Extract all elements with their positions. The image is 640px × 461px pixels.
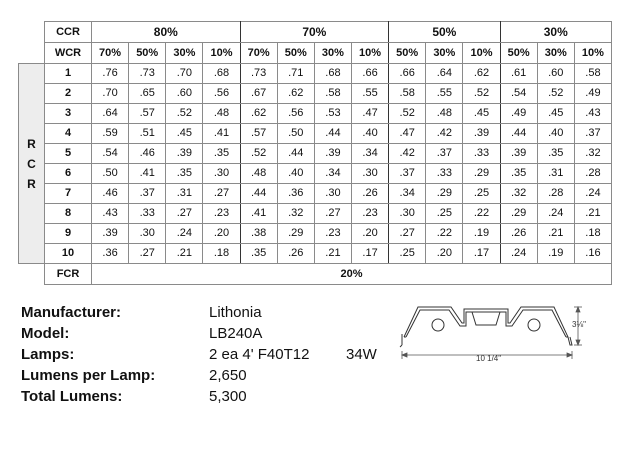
ccr-label: CCR: [45, 22, 92, 43]
center-channel: [472, 312, 500, 325]
cu-value-cell: .46: [92, 184, 129, 204]
cu-value-cell: .17: [351, 244, 388, 264]
cu-value-cell: .36: [92, 244, 129, 264]
cu-value-cell: .67: [240, 84, 277, 104]
cu-value-cell: .59: [92, 124, 129, 144]
cu-value-cell: .39: [314, 144, 351, 164]
cu-value-cell: .27: [314, 204, 351, 224]
wcr-label: WCR: [45, 43, 92, 64]
cu-value-cell: .25: [463, 184, 500, 204]
cu-value-cell: .30: [351, 164, 388, 184]
cu-value-cell: .50: [277, 124, 314, 144]
wcr-column-header: 70%: [240, 43, 277, 64]
cu-value-cell: .33: [426, 164, 463, 184]
cu-value-cell: .76: [92, 64, 129, 84]
cu-value-cell: .19: [537, 244, 574, 264]
cu-value-cell: .30: [314, 184, 351, 204]
cu-table: [18, 21, 612, 285]
cu-value-cell: .27: [166, 204, 203, 224]
cu-value-cell: .38: [240, 224, 277, 244]
cu-value-cell: .48: [203, 104, 240, 124]
corner-blank: [19, 43, 45, 64]
cu-value-cell: .39: [92, 224, 129, 244]
cu-value-cell: .47: [351, 104, 388, 124]
corner-blank: [19, 264, 45, 285]
cu-value-cell: .52: [240, 144, 277, 164]
cu-value-cell: .47: [389, 124, 426, 144]
wcr-column-header: 10%: [463, 43, 500, 64]
cu-value-cell: .32: [574, 144, 611, 164]
fixture-outline: [404, 307, 572, 345]
cu-value-cell: .57: [129, 104, 166, 124]
cu-value-cell: .71: [277, 64, 314, 84]
lamp-right: [528, 319, 540, 331]
spec-value: LB240A: [209, 325, 263, 342]
cu-value-cell: .32: [277, 204, 314, 224]
cu-value-cell: .28: [574, 164, 611, 184]
cu-value-cell: .37: [129, 184, 166, 204]
wcr-column-header: 30%: [314, 43, 351, 64]
cu-value-cell: .40: [537, 124, 574, 144]
cu-value-cell: .54: [92, 144, 129, 164]
cu-value-cell: .49: [500, 104, 537, 124]
cu-value-cell: .29: [277, 224, 314, 244]
cu-value-cell: .19: [463, 224, 500, 244]
cu-value-cell: .21: [574, 204, 611, 224]
cu-value-cell: .39: [500, 144, 537, 164]
cu-value-cell: .26: [277, 244, 314, 264]
wcr-column-header: 50%: [277, 43, 314, 64]
cu-value-cell: .44: [500, 124, 537, 144]
wcr-column-header: 30%: [166, 43, 203, 64]
cu-value-cell: .62: [240, 104, 277, 124]
cu-value-cell: .68: [314, 64, 351, 84]
spec-wattage: 34W: [346, 346, 377, 363]
cu-value-cell: .18: [203, 244, 240, 264]
cu-value-cell: .44: [314, 124, 351, 144]
cu-value-cell: .20: [351, 224, 388, 244]
cu-value-cell: .30: [203, 164, 240, 184]
table-row: [19, 64, 612, 84]
cu-value-cell: .16: [574, 244, 611, 264]
rcr-row-number: 5: [45, 144, 92, 164]
cu-value-cell: .23: [203, 204, 240, 224]
ccr-group-header: 80%: [92, 22, 241, 43]
cu-value-cell: .44: [240, 184, 277, 204]
cu-value-cell: .24: [537, 204, 574, 224]
spec-label: Manufacturer:: [21, 304, 122, 321]
cu-value-cell: .22: [426, 224, 463, 244]
rcr-row-number: 2: [45, 84, 92, 104]
cu-value-cell: .26: [351, 184, 388, 204]
cu-value-cell: .40: [351, 124, 388, 144]
cu-value-cell: .27: [389, 224, 426, 244]
wcr-column-header: 70%: [92, 43, 129, 64]
wcr-column-header: 30%: [537, 43, 574, 64]
cu-value-cell: .21: [314, 244, 351, 264]
rcr-row-number: 7: [45, 184, 92, 204]
cu-value-cell: .53: [314, 104, 351, 124]
cu-value-cell: .41: [240, 204, 277, 224]
wcr-header-row: [19, 43, 612, 64]
table-row: [19, 224, 612, 244]
wcr-column-header: 30%: [426, 43, 463, 64]
cu-value-cell: .35: [537, 144, 574, 164]
ccr-group-header: 30%: [500, 22, 611, 43]
width-dimension-label: 10 1/4": [476, 354, 502, 363]
cu-value-cell: .50: [92, 164, 129, 184]
cu-value-cell: .68: [203, 64, 240, 84]
cu-value-cell: .55: [351, 84, 388, 104]
spec-label: Model:: [21, 325, 70, 342]
height-dimension-label: 3⅛": [572, 320, 586, 329]
cu-value-cell: .21: [537, 224, 574, 244]
ccr-group-header: 50%: [389, 22, 500, 43]
cu-value-cell: .70: [166, 64, 203, 84]
cu-value-cell: .35: [166, 164, 203, 184]
cu-value-cell: .29: [500, 204, 537, 224]
cu-value-cell: .60: [166, 84, 203, 104]
ccr-group-header: 70%: [240, 22, 389, 43]
cu-value-cell: .25: [426, 204, 463, 224]
fcr-label: FCR: [45, 264, 92, 285]
cu-value-cell: .62: [277, 84, 314, 104]
rcr-label-text: RCR: [27, 136, 36, 191]
cu-value-cell: .34: [314, 164, 351, 184]
cu-value-cell: .39: [166, 144, 203, 164]
table-row: [19, 244, 612, 264]
cu-value-cell: .27: [129, 244, 166, 264]
rcr-vertical-label: [19, 64, 45, 264]
cu-value-cell: .23: [314, 224, 351, 244]
cu-value-cell: .43: [92, 204, 129, 224]
wcr-column-header: 50%: [500, 43, 537, 64]
cu-value-cell: .42: [426, 124, 463, 144]
cu-value-cell: .70: [92, 84, 129, 104]
cu-value-cell: .20: [203, 224, 240, 244]
cu-value-cell: .33: [463, 144, 500, 164]
cu-value-cell: .31: [166, 184, 203, 204]
wcr-column-header: 10%: [574, 43, 611, 64]
cu-value-cell: .48: [426, 104, 463, 124]
cu-value-cell: .42: [389, 144, 426, 164]
cu-value-cell: .58: [314, 84, 351, 104]
cu-value-cell: .46: [129, 144, 166, 164]
cu-value-cell: .26: [500, 224, 537, 244]
rcr-row-number: 8: [45, 204, 92, 224]
cu-value-cell: .52: [389, 104, 426, 124]
cu-value-cell: .31: [537, 164, 574, 184]
rcr-row-number: 1: [45, 64, 92, 84]
cu-value-cell: .57: [240, 124, 277, 144]
cu-value-cell: .51: [129, 124, 166, 144]
cu-value-cell: .36: [277, 184, 314, 204]
cu-value-cell: .37: [426, 144, 463, 164]
cu-value-cell: .17: [463, 244, 500, 264]
cu-value-cell: .64: [426, 64, 463, 84]
cu-value-cell: .52: [166, 104, 203, 124]
cu-value-cell: .58: [389, 84, 426, 104]
cu-value-cell: .24: [166, 224, 203, 244]
table-row: [19, 164, 612, 184]
spec-value: 2,650: [209, 367, 247, 384]
cu-value-cell: .37: [574, 124, 611, 144]
cu-value-cell: .52: [463, 84, 500, 104]
table-row: [19, 104, 612, 124]
spec-value: 2 ea 4' F40T12: [209, 346, 310, 363]
cu-value-cell: .55: [426, 84, 463, 104]
table-row: [19, 184, 612, 204]
cu-value-cell: .64: [92, 104, 129, 124]
cu-value-cell: .34: [389, 184, 426, 204]
cu-value-cell: .60: [537, 64, 574, 84]
cu-value-cell: .73: [129, 64, 166, 84]
cu-value-cell: .40: [277, 164, 314, 184]
cu-value-cell: .23: [351, 204, 388, 224]
cu-value-cell: .30: [389, 204, 426, 224]
cu-value-cell: .24: [574, 184, 611, 204]
cu-value-cell: .22: [463, 204, 500, 224]
cu-value-cell: .27: [203, 184, 240, 204]
cu-value-cell: .29: [426, 184, 463, 204]
table-row: [19, 124, 612, 144]
wcr-column-header: 10%: [351, 43, 388, 64]
cu-value-cell: .37: [389, 164, 426, 184]
rcr-row-number: 6: [45, 164, 92, 184]
corner-blank: [19, 22, 45, 43]
cu-value-cell: .30: [129, 224, 166, 244]
cu-value-cell: .43: [574, 104, 611, 124]
fixture-cross-section-drawing: [396, 297, 596, 369]
fcr-value: 20%: [92, 264, 612, 285]
table-row: [19, 204, 612, 224]
cu-value-cell: .45: [166, 124, 203, 144]
wcr-column-header: 50%: [389, 43, 426, 64]
wcr-column-header: 10%: [203, 43, 240, 64]
cu-value-cell: .33: [129, 204, 166, 224]
cu-value-cell: .48: [240, 164, 277, 184]
cu-value-cell: .28: [537, 184, 574, 204]
cu-value-cell: .58: [574, 64, 611, 84]
cu-value-cell: .66: [351, 64, 388, 84]
cu-value-cell: .45: [463, 104, 500, 124]
spec-value: 5,300: [209, 388, 247, 405]
rcr-row-number: 3: [45, 104, 92, 124]
cu-value-cell: .24: [500, 244, 537, 264]
table-row: [19, 84, 612, 104]
cu-value-cell: .45: [537, 104, 574, 124]
fixture-inner-outline: [406, 310, 566, 337]
spec-value: Lithonia: [209, 304, 262, 321]
cu-value-cell: .62: [463, 64, 500, 84]
cu-value-cell: .49: [574, 84, 611, 104]
cu-value-cell: .18: [574, 224, 611, 244]
fcr-row: [19, 264, 612, 285]
rcr-row-number: 4: [45, 124, 92, 144]
cu-value-cell: .32: [500, 184, 537, 204]
cu-value-cell: .34: [351, 144, 388, 164]
cu-value-cell: .66: [389, 64, 426, 84]
cu-value-cell: .56: [203, 84, 240, 104]
cu-value-cell: .39: [463, 124, 500, 144]
cu-value-cell: .61: [500, 64, 537, 84]
cu-value-cell: .73: [240, 64, 277, 84]
ccr-header-row: [19, 22, 612, 43]
cu-value-cell: .21: [166, 244, 203, 264]
spec-label: Total Lumens:: [21, 388, 123, 405]
cu-value-cell: .65: [129, 84, 166, 104]
cu-value-cell: .25: [389, 244, 426, 264]
spec-label: Lamps:: [21, 346, 75, 363]
cu-value-cell: .20: [426, 244, 463, 264]
rcr-row-number: 10: [45, 244, 92, 264]
cu-value-cell: .29: [463, 164, 500, 184]
cu-value-cell: .44: [277, 144, 314, 164]
cu-value-cell: .54: [500, 84, 537, 104]
cu-value-cell: .41: [203, 124, 240, 144]
rcr-row-number: 9: [45, 224, 92, 244]
cu-value-cell: .35: [203, 144, 240, 164]
cu-value-cell: .41: [129, 164, 166, 184]
cu-value-cell: .35: [500, 164, 537, 184]
cu-value-cell: .35: [240, 244, 277, 264]
lamp-left: [432, 319, 444, 331]
cu-value-cell: .52: [537, 84, 574, 104]
cu-value-cell: .56: [277, 104, 314, 124]
wcr-column-header: 50%: [129, 43, 166, 64]
table-row: [19, 144, 612, 164]
spec-label: Lumens per Lamp:: [21, 367, 156, 384]
